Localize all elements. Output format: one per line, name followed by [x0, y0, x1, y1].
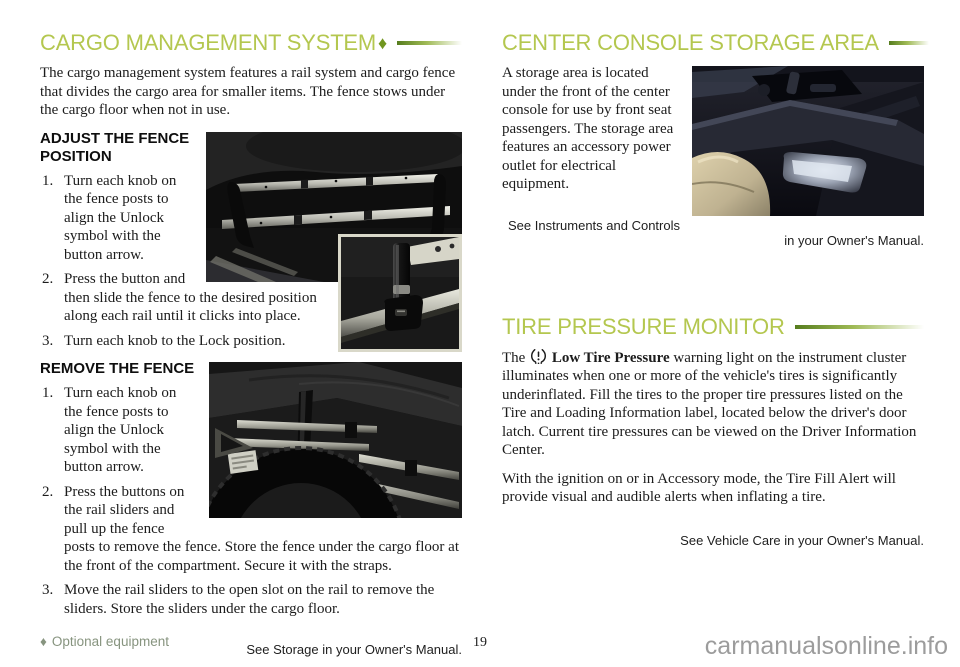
section-heading-text: CARGO MANAGEMENT SYSTEM — [40, 30, 377, 55]
section-heading-cargo-management — [40, 30, 462, 56]
footnote-label: Optional equipment — [51, 634, 169, 649]
low-tire-pressure-label: Low Tire Pressure — [551, 349, 670, 366]
remove-step-3: Move the rail sliders to the open slot on the rail to remove the sliders. Store the sliders under the cargo floor. — [64, 582, 435, 617]
page-number: 19 — [473, 635, 487, 650]
center-console-paragraph: A storage area is located under the front of the center console for use by front seat passengers. The storage area features an accessory power outlet for electrical equipment. — [502, 65, 674, 192]
remove-step-2: Press the buttons on the rail sliders and pull up the fence posts to remove the fence. Store the fence under the cargo floor at the front of the compartment. Secure it with the straps. — [64, 483, 459, 574]
center-console-section — [502, 64, 924, 194]
left-column — [40, 30, 462, 657]
see-vehicle-care-note: See Vehicle Care in your Owner's Manual. — [680, 532, 924, 548]
adjust-step-2: Press the button and then slide the fence to the desired position along each rail until it clicks into place. — [64, 271, 317, 324]
remove-fence-steps — [40, 384, 462, 618]
optional-equipment-diamond-icon: ♦ — [378, 32, 388, 53]
low-tire-pressure-warning-icon — [530, 348, 547, 364]
center-console-photo — [692, 66, 924, 216]
section-heading-text: TIRE PRESSURE MONITOR — [502, 313, 785, 339]
heading-rule — [397, 41, 462, 45]
remove-step-1: Turn each knob on the fence posts to align the Unlock symbol with the button arrow. — [64, 385, 177, 475]
heading-rule — [889, 41, 929, 45]
tire-pressure-paragraph — [502, 348, 924, 460]
right-column — [502, 30, 924, 548]
sentence-prefix: The — [502, 349, 526, 366]
diamond-icon: ♦ — [40, 634, 47, 649]
see-storage-note: See Storage in your Owner's Manual. — [246, 642, 462, 657]
watermark: carmanualsonline.info — [704, 632, 948, 660]
adjust-fence-section — [40, 130, 462, 351]
adjust-fence-title: ADJUST THE FENCE POSITION — [40, 129, 190, 165]
tire-fill-alert-paragraph: With the ignition on or in Accessory mode, the Tire Fill Alert will provide visual and audible alerts when inflating a tire. — [502, 470, 896, 505]
optional-equipment-footnote — [40, 634, 169, 649]
section-heading-center-console — [502, 30, 924, 56]
remove-fence-title: REMOVE THE FENCE — [40, 360, 195, 377]
adjust-step-3: Turn each knob to the Lock position. — [64, 332, 286, 349]
sentence-rest: warning light on the instrument cluster illuminates when one or more of the vehicle's tires is significantly underinflated. Fill the tires to the proper tire pressures listed on the Tire and Loading Information label, located below the driver's door latch. Current tire pressures can be viewed on the Driver Information Center. — [502, 349, 917, 458]
remove-fence-section — [40, 360, 462, 618]
cargo-intro-paragraph: The cargo management system features a rail system and cargo fence that divides the cargo area for smaller items. The fence stows under the cargo floor when not in use. — [40, 65, 456, 118]
section-heading-text: CENTER CONSOLE STORAGE AREA — [502, 30, 879, 55]
heading-rule — [795, 325, 924, 329]
section-heading-tire-pressure — [502, 314, 924, 340]
see-instruments-note: See Instruments and Controls in your Owner's Manual. — [508, 217, 924, 248]
adjust-step-1: Turn each knob on the fence posts to align the Unlock symbol with the button arrow. — [64, 172, 177, 263]
adjust-fence-steps — [40, 172, 462, 351]
